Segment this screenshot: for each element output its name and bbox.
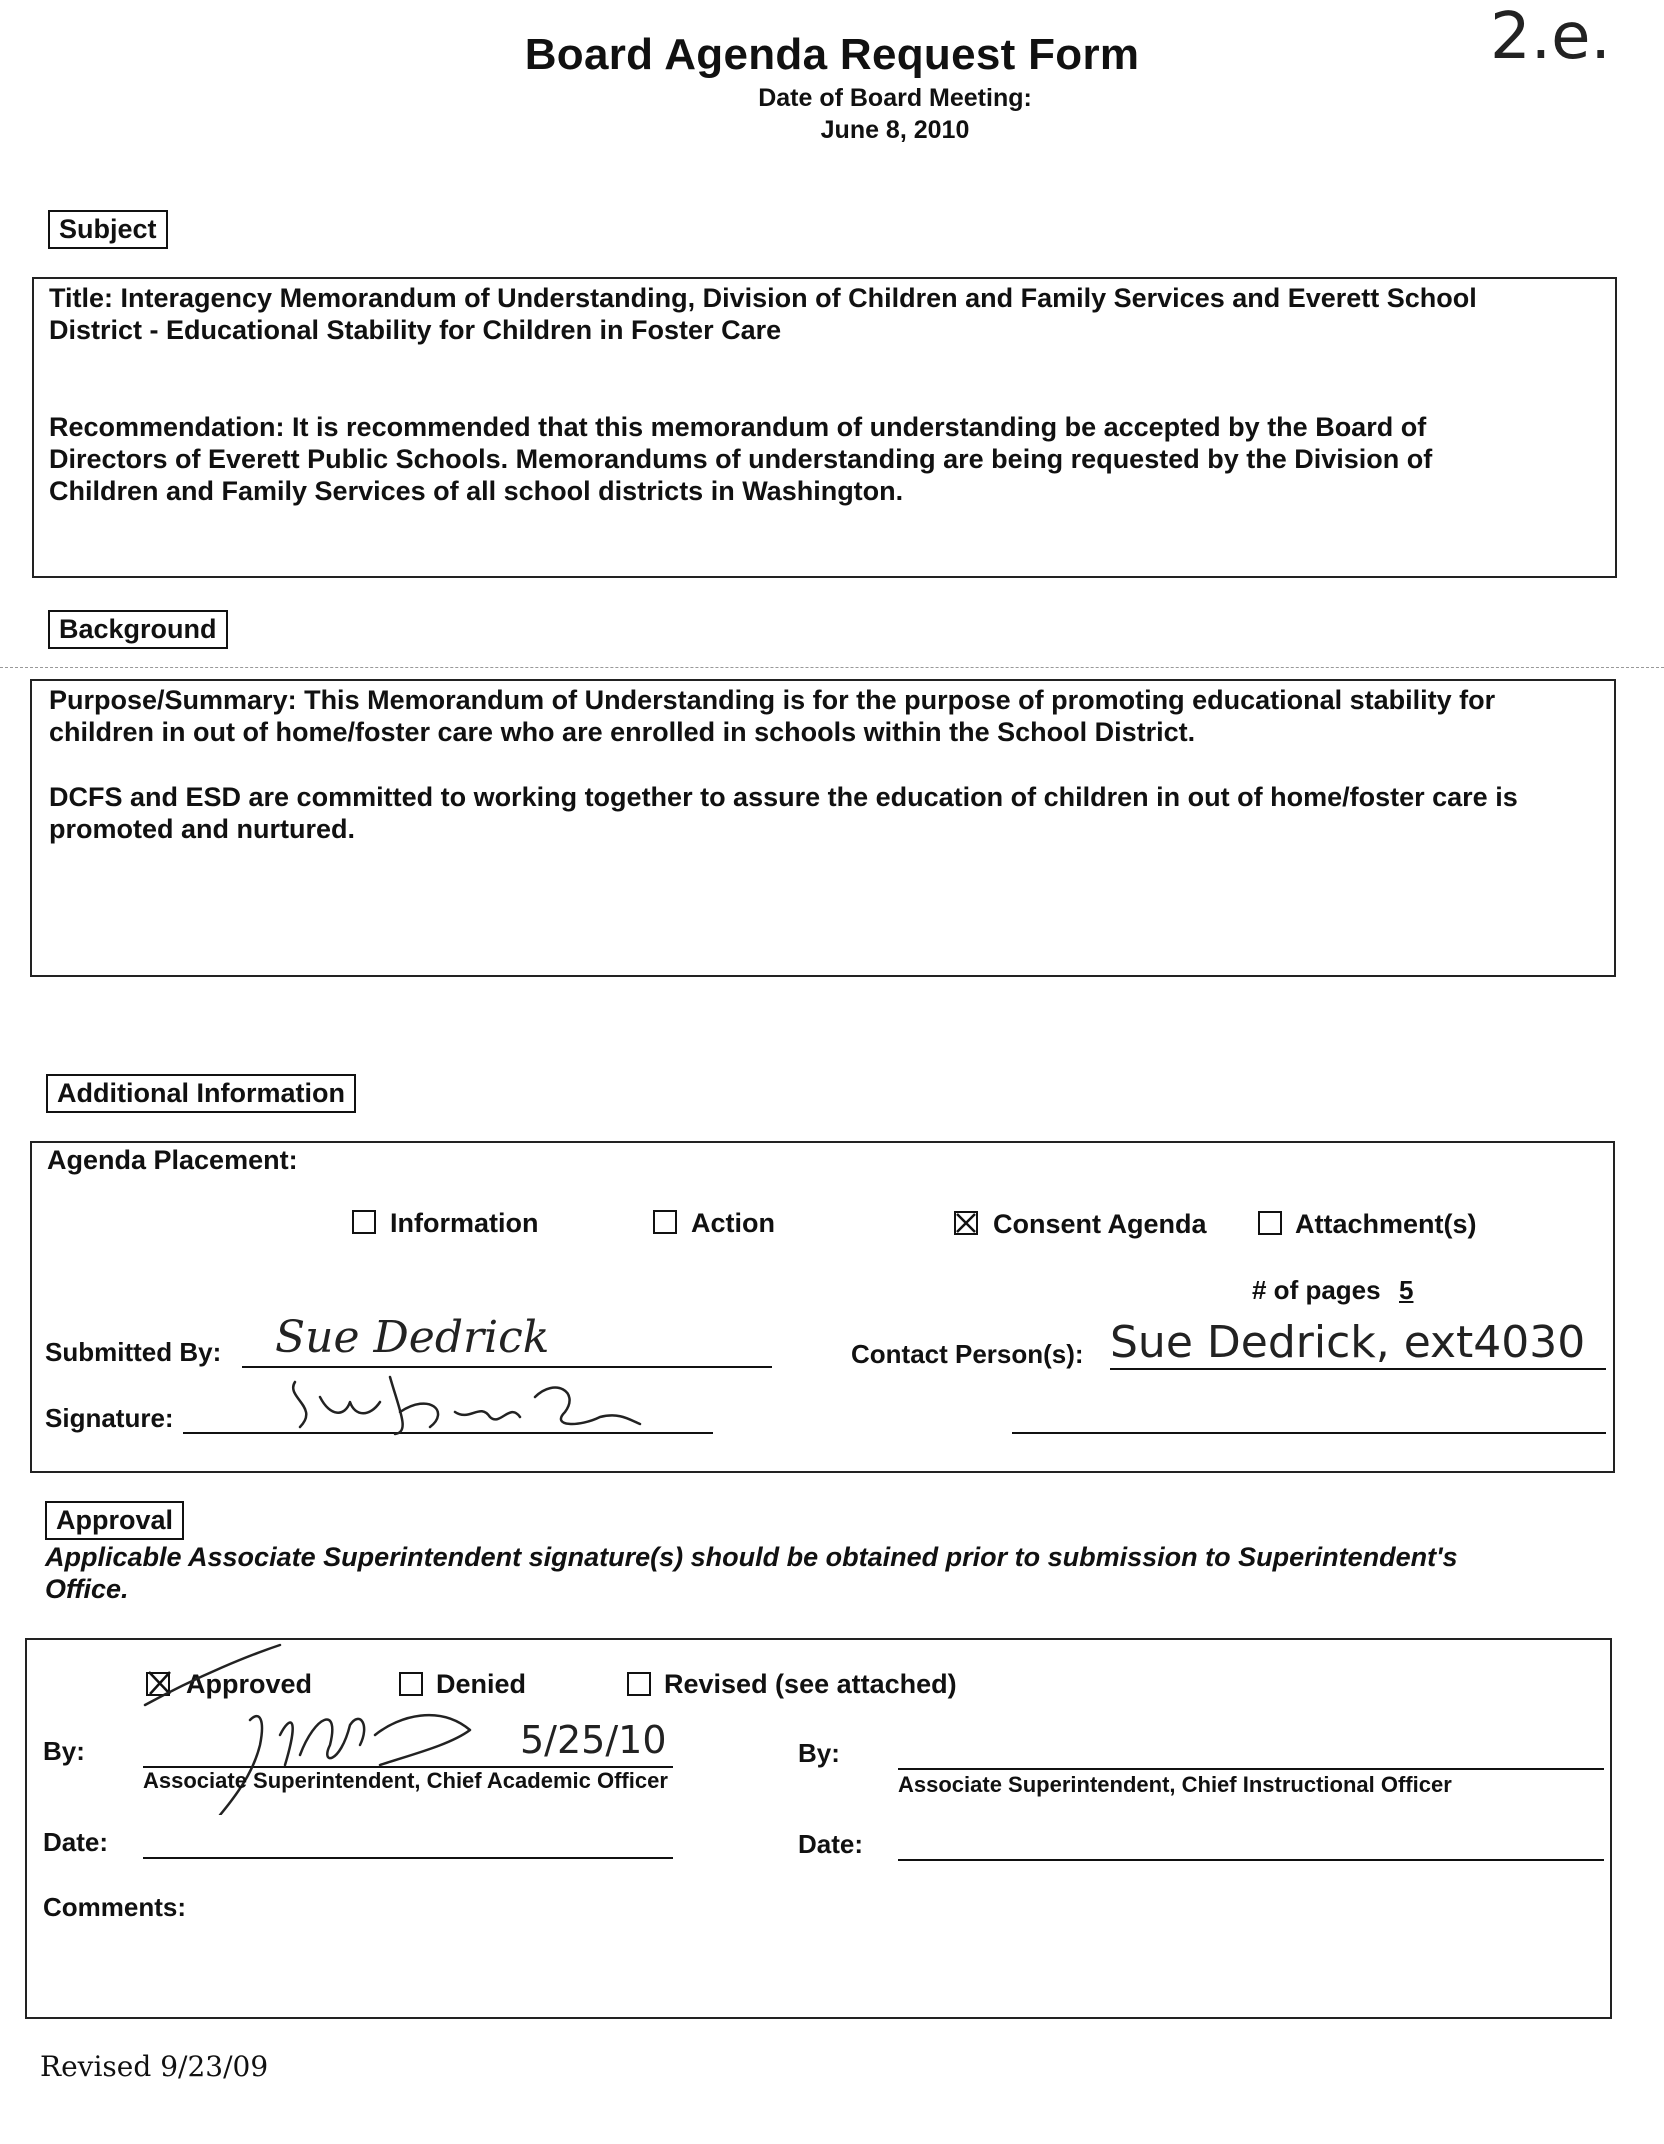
additional-box xyxy=(30,1141,1615,1473)
by-line-right xyxy=(898,1768,1604,1770)
recommendation-line-3: Children and Family Services of all school districts in Washington. xyxy=(49,476,904,506)
approval-note-line-2: Office. xyxy=(45,1574,129,1604)
scan-divider xyxy=(0,667,1664,668)
submitter-signature-scribble xyxy=(280,1372,680,1442)
signature-label: Signature: xyxy=(45,1403,174,1433)
checkbox-information[interactable] xyxy=(352,1210,376,1239)
option-approved-label: Approved xyxy=(186,1669,313,1699)
date-label-left: Date: xyxy=(43,1827,109,1857)
date-line-left xyxy=(143,1857,673,1859)
section-label-approval: Approval xyxy=(45,1501,184,1540)
submitted-by-line xyxy=(242,1366,772,1368)
purpose-line-2: children in out of home/foster care who are enrolled in schools within the School District. xyxy=(49,717,1196,747)
checkbox-attachments[interactable] xyxy=(1258,1211,1282,1240)
option-revised-label: Revised (see attached) xyxy=(664,1669,957,1699)
recommendation-line-2: Directors of Everett Public Schools. Memorandums of understanding are being requested by the Division of xyxy=(49,444,1433,474)
recommendation-line-1: Recommendation: It is recommended that this memorandum of understanding be accepted by the Board of xyxy=(49,412,1427,442)
purpose-para2-line-1: DCFS and ESD are committed to working together to assure the education of children in out of home/foster care is xyxy=(49,782,1518,812)
contact-person-label: Contact Person(s): xyxy=(851,1339,1084,1369)
date-line-right xyxy=(898,1859,1604,1861)
subject-title-line-1: Title: Interagency Memorandum of Understanding, Division of Children and Family Services and Everett School xyxy=(49,283,1477,313)
pages-label: # of pages xyxy=(1252,1275,1381,1305)
option-attachments-label: Attachment(s) xyxy=(1295,1209,1477,1239)
option-information-label: Information xyxy=(390,1208,539,1238)
approval-note-line-1: Applicable Associate Superintendent signature(s) should be obtained prior to submission to Superintendent's xyxy=(45,1542,1458,1572)
by-label-left: By: xyxy=(43,1736,85,1766)
section-label-subject: Subject xyxy=(48,210,168,249)
check-x-icon xyxy=(954,1211,978,1235)
form-title: Board Agenda Request Form xyxy=(524,30,1140,79)
purpose-para2-line-2: promoted and nurtured. xyxy=(49,814,355,844)
option-denied-label: Denied xyxy=(436,1669,527,1699)
date-label-right: Date: xyxy=(798,1829,864,1859)
revision-note: Revised 9/23/09 xyxy=(40,2050,269,2083)
contact-person-value: Sue Dedrick, ext4030 xyxy=(1110,1317,1586,1368)
purpose-line-1: Purpose/Summary: This Memorandum of Understanding is for the purpose of promoting educational stability for xyxy=(49,685,1496,715)
left-signer-title: Associate Superintendent, Chief Academic Officer xyxy=(143,1768,668,1793)
pages-value: 5 xyxy=(1399,1275,1414,1305)
meeting-date: June 8, 2010 xyxy=(820,116,970,144)
agenda-placement-label: Agenda Placement: xyxy=(47,1145,298,1175)
by-label-right: By: xyxy=(798,1738,840,1768)
agenda-item-number: 2.e. xyxy=(1490,0,1611,74)
section-label-background: Background xyxy=(48,610,228,649)
submitted-by-value: Sue Dedrick xyxy=(275,1312,550,1363)
meeting-date-label: Date of Board Meeting: xyxy=(758,84,1032,112)
contact-person-line xyxy=(1110,1368,1606,1370)
option-consent-label: Consent Agenda xyxy=(993,1209,1207,1239)
subject-title-line-2: District - Educational Stability for Children in Foster Care xyxy=(49,315,782,345)
checkbox-action[interactable] xyxy=(653,1210,677,1239)
section-label-additional: Additional Information xyxy=(46,1074,356,1113)
handwritten-date: 5/25/10 xyxy=(520,1718,667,1762)
right-signer-title: Associate Superintendent, Chief Instructional Officer xyxy=(898,1772,1452,1797)
option-action-label: Action xyxy=(691,1208,775,1238)
submitted-by-label: Submitted By: xyxy=(45,1337,222,1367)
contact-extra-line xyxy=(1012,1432,1606,1434)
checkbox-consent-agenda[interactable] xyxy=(954,1211,978,1240)
comments-label: Comments: xyxy=(43,1892,187,1922)
